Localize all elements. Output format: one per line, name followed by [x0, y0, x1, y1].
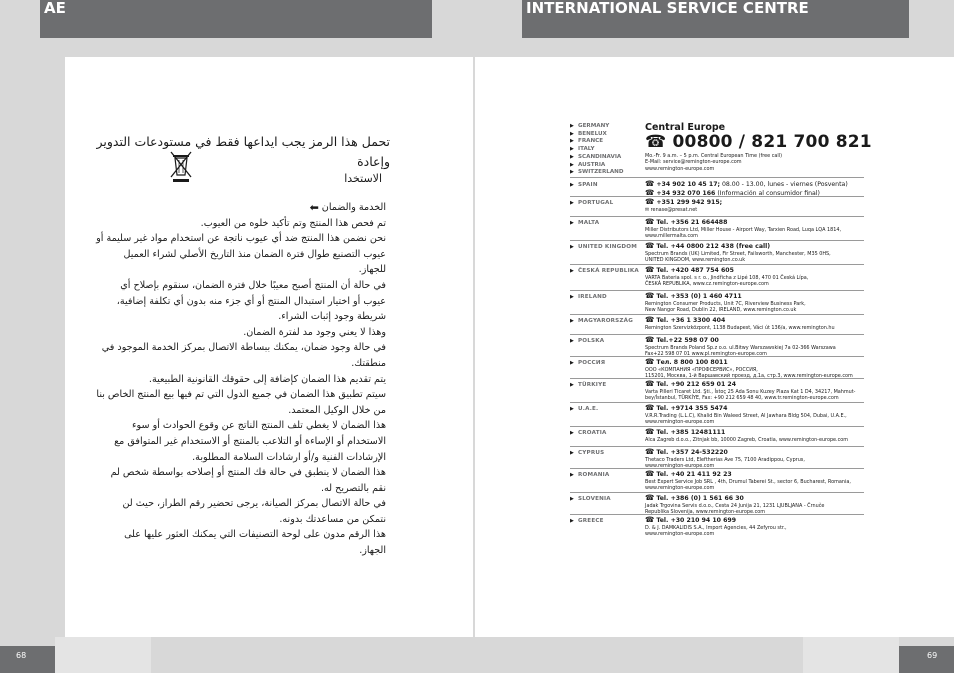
country-label: ▶ U.A.E. — [570, 406, 598, 412]
service-phone — [645, 198, 863, 207]
service-entry — [645, 266, 863, 288]
arabic-warranty-text — [96, 200, 386, 559]
service-phone — [645, 428, 863, 437]
service-address-line: www.remington-europe.com — [645, 419, 715, 426]
service-entry — [645, 358, 863, 380]
service-phone — [645, 218, 863, 227]
service-phone — [645, 448, 863, 457]
phone-note: (Información al consumidor final) — [715, 190, 820, 197]
service-address-line: Republika Slovenija, www.remington-europe.com — [645, 509, 766, 516]
service-phone — [645, 180, 863, 189]
phone-icon: ☎ — [645, 515, 655, 524]
arrow-left-icon: ⬅ — [309, 201, 319, 214]
country-label: ▶ AUSTRIA — [570, 162, 605, 170]
country-label: ▶ CROATIA — [570, 430, 607, 436]
phone-icon: ☎ — [645, 188, 655, 197]
service-address-line: Best Expert Service Job SRL , 4th, Drumul Taberei St., sector 6, Bucharest, Romania, — [645, 479, 851, 485]
service-address-line: Thetaco Traders Ltd, Eleftherias Ave 75, 7100 Aradippou, Cyprus, — [645, 457, 805, 463]
phone-number: +351 299 942 915; — [656, 199, 723, 206]
right-header-title: INTERNATIONAL SERVICE CENTRE — [526, 0, 809, 17]
central-europe-hours: Mo.-Fr. 9 a.m. – 5 p.m. Central European Time (free call) — [645, 153, 783, 159]
footer-shade-left — [55, 637, 151, 673]
arabic-paragraph: سيتم تطبيق هذا الضمان في جميع الدول التي تم فيها بيع المنتج الخاص بنا من خلال الوكيل المعتمد. — [96, 389, 386, 416]
phone-icon: ☎ — [645, 403, 655, 412]
service-entry — [645, 516, 863, 538]
country-label: ▶ ITALY — [570, 146, 595, 154]
service-address-line: UNITED KINGDOM, www.remington.co.uk — [645, 257, 746, 264]
right-margin — [910, 57, 954, 637]
phone-number: Tel. +386 (0) 1 561 66 30 — [656, 495, 744, 502]
phone-icon: ☎ — [645, 427, 655, 436]
divider-line — [570, 514, 864, 515]
phone-icon: ☎ — [645, 241, 655, 250]
service-entry — [645, 336, 863, 358]
divider-line — [570, 356, 864, 357]
central-europe-email: E-Mail: service@remington-europe.com — [645, 159, 742, 166]
service-entry — [645, 448, 863, 470]
service-phone — [645, 316, 863, 325]
phone-icon: ☎ — [645, 179, 655, 188]
country-label: ▶ MALTA — [570, 220, 599, 226]
arabic-intro-block — [90, 132, 390, 172]
service-phone — [645, 242, 863, 251]
country-label: ▶ BENELUX — [570, 131, 607, 139]
central-europe-title: Central Europe — [645, 122, 726, 133]
phone-icon: ☎ — [645, 335, 655, 344]
service-address-line: D. & J. DAMKALIDIS S.A., Import Agencies, 44 Zefyrou str., — [645, 525, 787, 531]
left-header-bar — [40, 0, 432, 38]
country-label: ▶ TÜRKIYE — [570, 382, 606, 388]
crossed-out-bin-icon — [170, 150, 192, 184]
phone-icon: ☎ — [645, 265, 655, 274]
service-address-line: VARTA Bateria spol. s r. o., Jindřicha z Lipé 108, 470 01 Česká Lípa, — [645, 275, 809, 281]
phone-number: Tel. +357 24-532220 — [656, 449, 728, 456]
service-entry — [645, 198, 863, 213]
left-page-number-tab — [0, 646, 55, 673]
country-label: ▶ POLSKA — [570, 338, 604, 344]
phone-number: Tel.+22 598 07 00 — [656, 337, 719, 344]
country-label: ▶ SWITZERLAND — [570, 169, 624, 177]
phone-number: Tel. +36 1 3300 404 — [656, 317, 726, 324]
service-phone — [645, 404, 863, 413]
service-address-line: bey/İstanbul, TÜRKİYE, Fax: +90 212 659 48 40, www.tr.remington-europe.com — [645, 395, 839, 402]
service-address-line: 115201, Москва, 1-й Варшавский проезд, д.1а, стр.3, www.remington-europe.com — [645, 373, 853, 380]
divider-line — [570, 334, 864, 335]
phone-number: Tel. +30 210 94 10 699 — [656, 517, 737, 524]
phone-icon: ☎ — [645, 132, 667, 152]
service-entry — [645, 218, 863, 240]
central-europe-details — [645, 153, 863, 172]
arabic-intro-text: تحمل هذا الرمز يجب ايداعها فقط في مستودعات التدوير وإعادة — [96, 134, 390, 169]
country-label: ▶ GERMANY — [570, 123, 609, 131]
service-entry — [645, 316, 863, 331]
country-label: ▶ GREECE — [570, 518, 604, 524]
divider-line — [570, 314, 864, 315]
service-entry — [645, 428, 863, 443]
phone-icon: ☎ — [645, 315, 655, 324]
country-label: ▶ ROMANIA — [570, 472, 609, 478]
country-label: ▶ MAGYARORSZÁG — [570, 318, 633, 324]
left-header-title: AE — [44, 0, 66, 17]
service-address-line: ČESKÁ REPUBLIKA, www.cz.remington-europe.com — [645, 281, 769, 288]
phone-icon: ☎ — [645, 291, 655, 300]
service-entry — [645, 380, 863, 402]
divider-line — [570, 492, 864, 493]
arabic-service-heading — [96, 200, 386, 216]
central-europe-phone-number: 00800 / 821 700 821 — [672, 132, 872, 152]
central-europe-web: www.remington-europe.com — [645, 165, 715, 172]
phone-number: Тел. 8 800 100 8011 — [656, 359, 728, 366]
service-address-line: www.remington-europe.com — [645, 531, 715, 538]
service-entry — [645, 292, 863, 314]
arabic-paragraph: هذا الضمان لا يغطي تلف المنتج الناتج عن وقوع الحوادث أو سوء الاستخدام أو الإساءة أو التلاعب بالمنتج أو الاستخدام غير المتوافق مع الإرشادات الفنية و/أو ارشادات السلامة المطلوبة. — [114, 420, 386, 463]
phone-number: Tel. +353 (0) 1 460 4711 — [656, 293, 742, 300]
central-europe-phone — [645, 132, 872, 152]
arabic-paragraph: هذا الضمان لا ينطبق في حالة فك المنتج أو إصلاحه بواسطة شخص لم نقم بالتصريح له. — [110, 467, 386, 494]
left-page-number: 68 — [16, 651, 27, 660]
service-address-line: Spectrum Brands (UK) Limited, Fir Street, Failsworth, Manchester, M35 0HS, — [645, 251, 831, 257]
phone-number: Tel. +420 487 754 605 — [656, 267, 734, 274]
service-address-line: ✉ renase@presat.net — [645, 207, 698, 213]
phone-number: Tel. +9714 355 5474 — [656, 405, 728, 412]
divider-line — [570, 426, 864, 427]
service-phone — [645, 266, 863, 275]
service-address-line: Remington Consumer Products, Unit 7C, Riverview Business Park, — [645, 301, 806, 307]
right-page-number-tab — [899, 646, 954, 673]
service-entry — [645, 494, 863, 516]
right-header-bar — [522, 0, 909, 38]
country-label: ▶ PORTUGAL — [570, 200, 613, 206]
phone-hours: 08.00 - 13.00, lunes - viernes (Posventa) — [719, 181, 848, 188]
service-address-line: Miller Distributors Ltd, Miller House - Airport Way, Tarxien Road, Luqa LQA 1814, — [645, 227, 842, 233]
arabic-paragraph: تم فحص هذا المنتج وتم تأكيد خلوه من العيوب. — [200, 217, 386, 229]
arabic-disposal-word: الاستخدا — [344, 172, 382, 185]
arabic-paragraph: في حالة وجود ضمان، يمكنك ببساطة الاتصال بمركز الخدمة الموجود في منطقتك. — [101, 342, 386, 369]
service-phone — [645, 470, 863, 479]
divider-line — [570, 196, 864, 197]
service-entry — [645, 242, 863, 264]
service-address-line: Remington Szervizközpont, 1138 Budapest, Váci út 136/a, www.remington.hu — [645, 325, 835, 331]
service-heading-text: الخدمة والضمان — [321, 202, 386, 213]
divider-line — [570, 446, 864, 447]
arabic-paragraph: يتم تقديم هذا الضمان كإضافة إلى حقوقك القانونية الطبيعية. — [148, 373, 386, 385]
phone-number: +34 932 070 166 — [656, 190, 716, 197]
divider-line — [570, 402, 864, 403]
arabic-paragraph: نحن نضمن هذا المنتج ضد أي عيوب ناتجة عن استخدام مواد غير سليمة أو عيوب التصنيع طوال فترة الضمان منذ التاريخ الأصلي لشراء العميل للجهاز. — [96, 233, 386, 276]
service-address-line: Fax+22 598 07 01 www.pl.remington-europe.com — [645, 351, 767, 358]
country-label: ▶ SPAIN — [570, 182, 598, 188]
country-label: ▶ FRANCE — [570, 138, 603, 146]
phone-icon: ☎ — [645, 447, 655, 456]
phone-icon: ☎ — [645, 379, 655, 388]
phone-icon: ☎ — [645, 217, 655, 226]
phone-number: +34 902 10 45 17; — [656, 181, 720, 188]
country-label: ▶ SLOVENIA — [570, 496, 611, 502]
right-page-number: 69 — [927, 651, 938, 660]
arabic-paragraph: في حالة الاتصال بمركز الصيانة، يرجى تحضير رقم الطراز، حيث لن نتمكن من مساعدتك بدونه. — [122, 498, 386, 525]
phone-number: Tel. +385 12481111 — [656, 429, 726, 436]
country-label: ▶ SCANDINAVIA — [570, 154, 621, 162]
service-phone — [645, 380, 863, 389]
phone-icon: ☎ — [645, 469, 655, 478]
arabic-paragraph: وهذا لا يعني وجود مد لفترة الضمان. — [243, 326, 386, 338]
phone-number: Tel. +356 21 664488 — [656, 219, 728, 226]
country-label: ▶ IRELAND — [570, 294, 607, 300]
service-address-line: Spectrum Brands Poland Sp.z o.o. ul.Bitwy Warszawskiej 7a 02-366 Warszawa — [645, 345, 836, 351]
arabic-paragraph: هذا الرقم مدون على لوحة التصنيفات التي يمكنك العثور عليها على الجهاز. — [124, 529, 386, 557]
service-entry — [645, 404, 863, 426]
divider-line — [570, 177, 864, 178]
service-address-line: www.remington-europe.com — [645, 463, 715, 470]
phone-number: Tel. +90 212 659 01 24 — [656, 381, 737, 388]
service-address-line: www.remington-europe.com — [645, 485, 715, 492]
service-phone — [645, 292, 863, 301]
phone-number: Tel. +40 21 411 92 23 — [656, 471, 732, 478]
country-label: ▶ ČESKÁ REPUBLIKA — [570, 268, 639, 274]
divider-line — [570, 264, 864, 265]
country-label: ▶ UNITED KINGDOM — [570, 244, 637, 250]
service-address-line: www.millermalta.com — [645, 233, 698, 240]
service-address-line: ООО «КОМПАНИЯ «ПРОФСЕРВИС», РОССИЯ, — [645, 367, 758, 373]
service-phone — [645, 516, 863, 525]
divider-line — [570, 468, 864, 469]
service-address-line: Jadak Trgovina Servis d.o.o., Cesta 24 Junija 21, 1231 LJUBLJANA - Črnuče — [645, 503, 825, 509]
footer-shade-right — [803, 637, 899, 673]
service-address-line: New Nangor Road, Dublin 22, IRELAND, www.remington.co.uk — [645, 307, 797, 314]
divider-line — [570, 378, 864, 379]
divider-line — [570, 216, 864, 217]
service-phone — [645, 494, 863, 503]
service-entry — [645, 470, 863, 492]
service-address-line: Alca Zagreb d.o.o., Zitnjak bb, 10000 Zagreb, Croatia, www.remington-europe.com — [645, 437, 849, 443]
service-address-line: Varta Pilleri Ticaret Ltd. Şti., İstoç 25 Ada Sonu Kuzey Plaza Kat 1 D4, 34217, Mahmut- — [645, 389, 856, 395]
divider-line — [570, 290, 864, 291]
arabic-paragraph: في حالة أن المنتج أصبح معيبًا خلال فترة الضمان، سنقوم بإصلاح أي عيوب أو اختيار استبدال المنتج أو أي جزء منه بدون أي تكلفة إضافية، شريطة وجود إثبات الشراء. — [116, 279, 386, 323]
country-label: ▶ РОССИЯ — [570, 360, 605, 366]
divider-line — [570, 240, 864, 241]
service-phone — [645, 358, 863, 367]
phone-number: Tel. +44 0800 212 438 (free call) — [656, 243, 771, 250]
service-phone — [645, 336, 863, 345]
country-label: ▶ CYPRUS — [570, 450, 604, 456]
service-address-line: V.R.R.Trading (L.L.C), Khalid Bin Waleed Street, Al Jawhara Bldg 504, Dubai, U.A.E., — [645, 413, 847, 419]
phone-icon: ☎ — [645, 197, 655, 206]
phone-icon: ☎ — [645, 357, 655, 366]
phone-icon: ☎ — [645, 493, 655, 502]
